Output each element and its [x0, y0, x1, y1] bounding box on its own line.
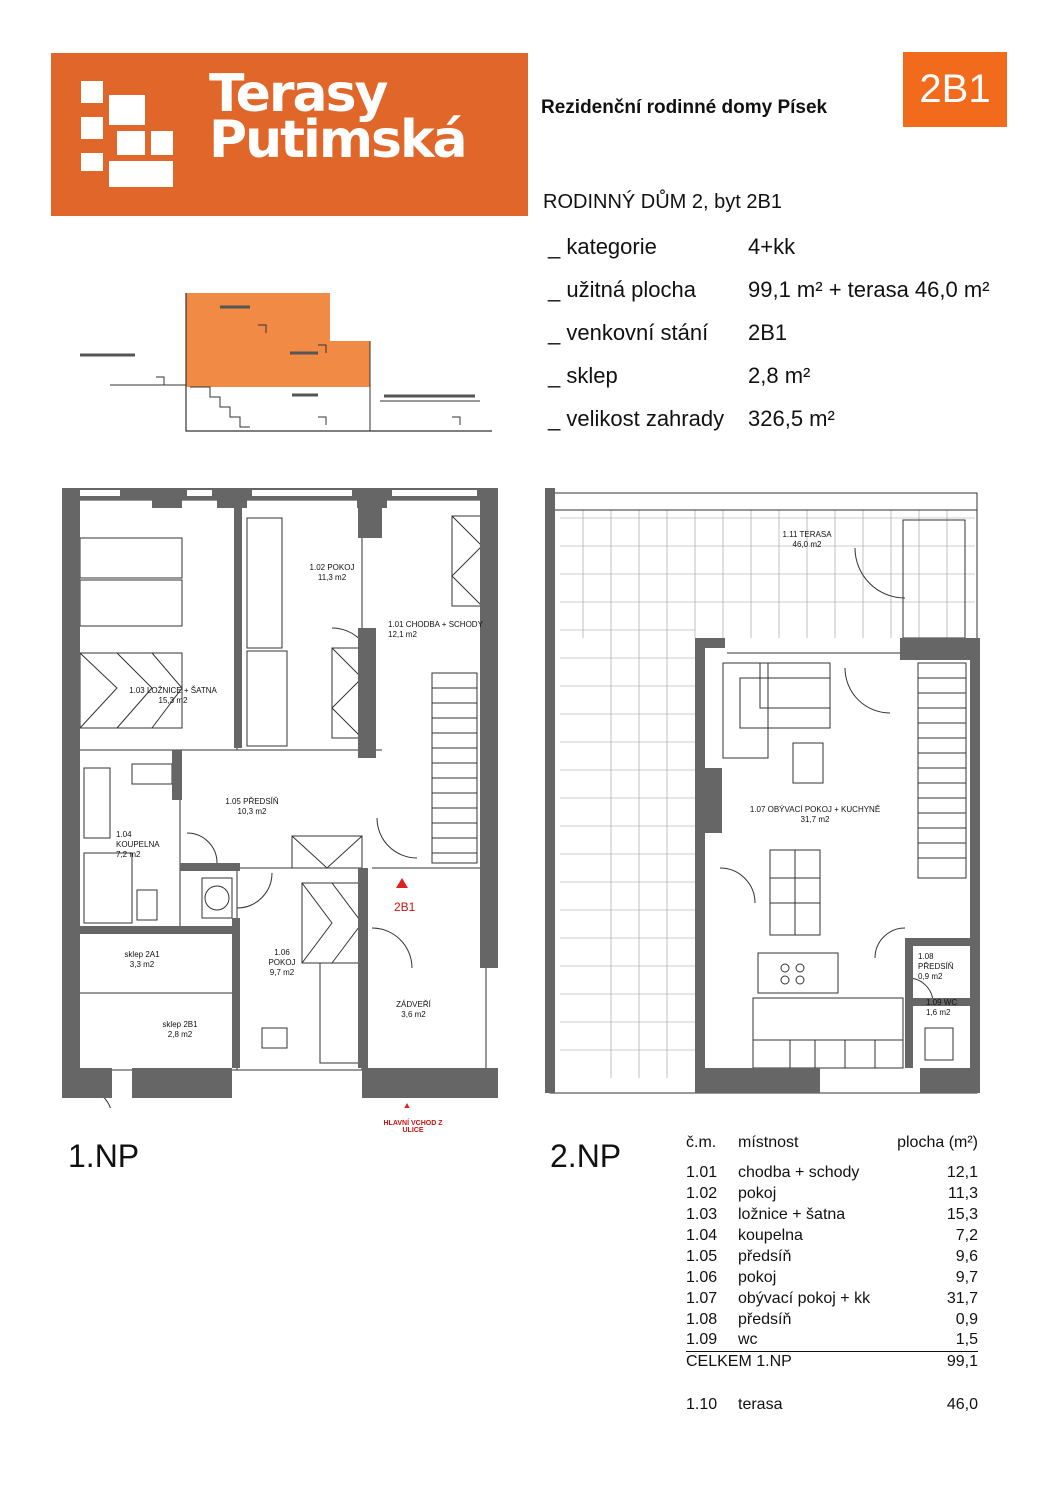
room-label: 1.02 POKOJ 11,3 m2	[309, 563, 355, 582]
info-row-cellar: _ sklep 2,8 m²	[548, 363, 811, 388]
room-label: 1.11 TERASA 46,0 m2	[782, 530, 832, 549]
logo-mark-icon	[81, 81, 201, 187]
info-row-parking: _ venkovní stání 2B1	[548, 320, 788, 345]
plan-label-1np: 1.NP	[68, 1138, 140, 1174]
plan-label-2np: 2.NP	[550, 1138, 622, 1174]
table-total-row: CELKEM 1.NP 99,1	[686, 1352, 978, 1370]
room-label: 1.04 KOUPELNA 7,2 m2	[116, 830, 160, 859]
room-area-table	[686, 1134, 978, 1415]
house-title: RODINNÝ DŮM 2, byt 2B1	[543, 191, 782, 213]
unit-marker: 2B1	[394, 900, 416, 914]
table-row: 1.10 terasa 46,0	[686, 1395, 978, 1413]
room-label: 1.07 OBÝVACÍ POKOJ + KUCHYNĚ 31,7 m2	[749, 805, 881, 824]
table-row: 1.04 koupelna 7,2	[686, 1226, 978, 1244]
room-label: 1.03 LOŽNICE + ŠATNA 15,3 m2	[129, 686, 217, 705]
room-label: 1.01 CHODBA + SCHODY 12,1 m2	[388, 620, 483, 639]
table-row: 1.07 obývací pokoj + kk 31,7	[686, 1289, 978, 1307]
project-subtitle: Rezidenční rodinné domy Písek	[541, 97, 828, 118]
room-label: 1.06 POKOJ 9,7 m2	[268, 948, 296, 977]
table-row: 1.01 chodba + schody 12,1	[686, 1163, 978, 1181]
table-row: 1.02 pokoj 11,3	[686, 1184, 978, 1202]
table-row: 1.03 ložnice + šatna 15,3	[686, 1205, 978, 1223]
table-row: 1.06 pokoj 9,7	[686, 1268, 978, 1286]
info-row-category: _ kategorie 4+kk	[548, 234, 796, 259]
room-label: sklep 2B1 2,8 m2	[162, 1020, 198, 1039]
table-row: 1.05 předsíň 9,6	[686, 1247, 978, 1265]
info-row-area: _ užitná plocha 99,1 m² + terasa 46,0 m²	[548, 277, 990, 302]
room-label: 1.09 WC 1,6 m2	[926, 998, 958, 1017]
info-row-garden: _ velikost zahrady 326,5 m²	[548, 406, 835, 431]
table-row: 1.09 wc 1,5	[686, 1330, 978, 1351]
room-label: 1.08 PŘEDSÍŇ 0,9 m2	[918, 952, 954, 981]
floor-plan-2np	[545, 488, 981, 1098]
logo-wordmark: Terasy Putimská	[209, 64, 466, 170]
brand-logo	[51, 53, 528, 216]
entrance-label: HLAVNÍ VCHOD Z ULICE	[383, 1120, 443, 1134]
table-row: 1.08 předsíň 0,9	[686, 1310, 978, 1328]
section-diagram	[60, 285, 500, 440]
room-label: ZÁDVEŘÍ 3,6 m2	[396, 1000, 431, 1019]
room-label: 1.05 PŘEDSÍŇ 10,3 m2	[225, 797, 279, 816]
room-label: sklep 2A1 3,3 m2	[124, 950, 160, 969]
table-header-row: č.m. místnost plocha (m²)	[686, 1134, 978, 1151]
unit-badge: 2B1	[903, 52, 1007, 127]
